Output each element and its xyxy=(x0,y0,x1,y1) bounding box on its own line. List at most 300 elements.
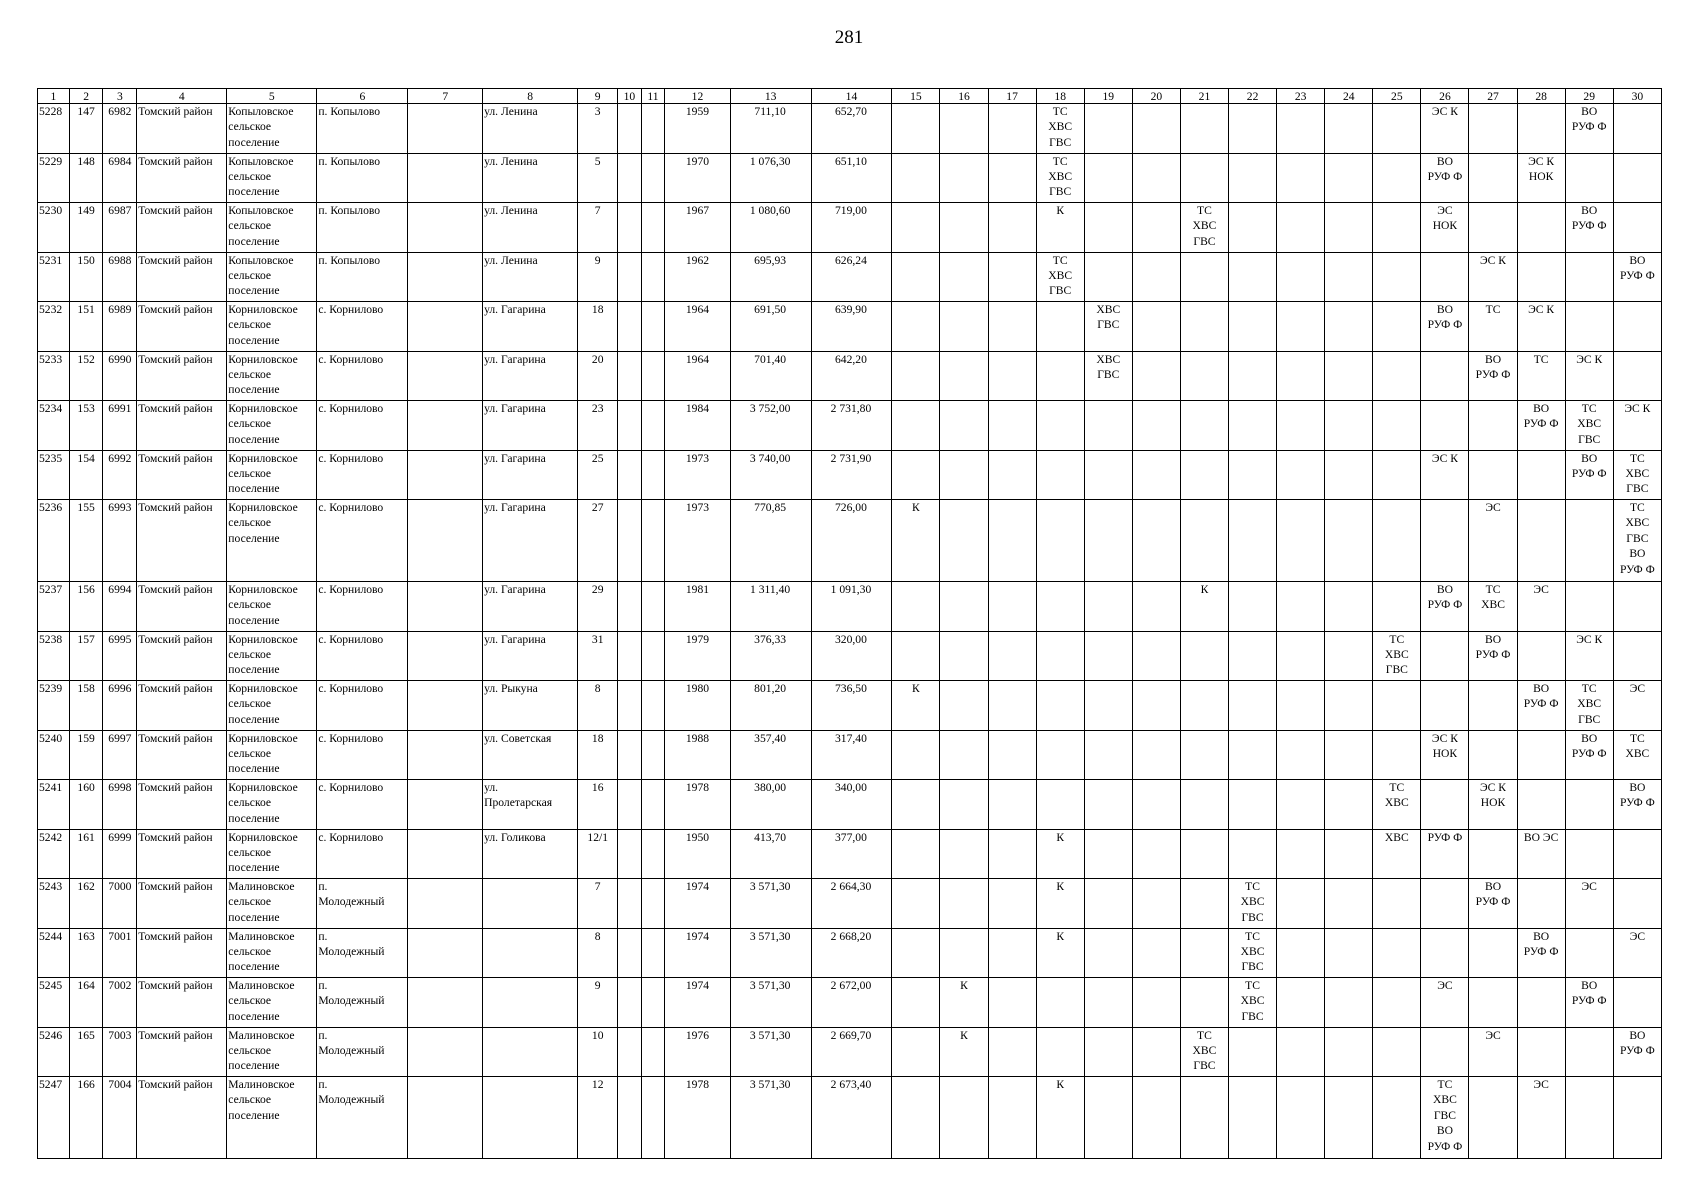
cell-col-23 xyxy=(1277,582,1325,632)
cell-col-21 xyxy=(1180,928,1228,978)
cell-col-15 xyxy=(892,1027,940,1077)
cell-col-15 xyxy=(892,730,940,780)
cell-col-25 xyxy=(1373,582,1421,632)
table-body xyxy=(38,104,1662,1159)
cell-col-6: п. Молодежный xyxy=(317,1077,408,1159)
cell-col-23 xyxy=(1277,252,1325,302)
cell-col-16 xyxy=(940,879,988,929)
cell-col-6: с. Корнилово xyxy=(317,302,408,352)
cell-col-11 xyxy=(641,730,665,780)
cell-col-16 xyxy=(940,450,988,500)
column-number-header-row xyxy=(38,89,1662,104)
cell-col-15 xyxy=(892,450,940,500)
cell-col-4: Томский район xyxy=(137,1077,227,1159)
cell-col-28: ЭС К НОК xyxy=(1517,153,1565,203)
cell-col-27 xyxy=(1469,153,1517,203)
cell-col-21: К xyxy=(1180,582,1228,632)
cell-col-17 xyxy=(988,252,1036,302)
cell-col-6: п. Молодежный xyxy=(317,1027,408,1077)
cell-col-7 xyxy=(408,978,483,1028)
cell-col-27: ЭС xyxy=(1469,500,1517,582)
cell-col-1: 5231 xyxy=(38,252,70,302)
cell-col-9: 7 xyxy=(578,203,618,253)
page-number: 281 xyxy=(834,27,864,48)
cell-col-14: 320,00 xyxy=(811,631,892,681)
cell-col-9: 18 xyxy=(578,730,618,780)
cell-col-11 xyxy=(641,302,665,352)
cell-col-15 xyxy=(892,252,940,302)
cell-col-7 xyxy=(408,252,483,302)
cell-col-9: 12/1 xyxy=(578,829,618,879)
cell-col-23 xyxy=(1277,401,1325,451)
cell-col-5: Малиновское сельское поселение xyxy=(227,1077,317,1159)
column-header-18: 18 xyxy=(1036,89,1084,104)
cell-col-24 xyxy=(1325,582,1373,632)
cell-col-8: ул. Гагарина xyxy=(483,582,578,632)
column-header-17: 17 xyxy=(988,89,1036,104)
cell-col-26 xyxy=(1421,928,1469,978)
cell-col-23 xyxy=(1277,500,1325,582)
cell-col-1: 5241 xyxy=(38,780,70,830)
cell-col-9: 27 xyxy=(578,500,618,582)
cell-col-27: ЭС К НОК xyxy=(1469,780,1517,830)
cell-col-8: ул. Ленина xyxy=(483,252,578,302)
cell-col-22 xyxy=(1229,780,1277,830)
table-row xyxy=(38,879,1662,929)
cell-col-12: 1970 xyxy=(665,153,730,203)
cell-col-27 xyxy=(1469,104,1517,154)
cell-col-30 xyxy=(1613,302,1661,352)
table-row xyxy=(38,104,1662,154)
cell-col-26: РУФ Ф xyxy=(1421,829,1469,879)
cell-col-19 xyxy=(1084,203,1132,253)
cell-col-20 xyxy=(1132,582,1180,632)
cell-col-26: ЭС К НОК xyxy=(1421,730,1469,780)
cell-col-13: 3 571,30 xyxy=(730,928,811,978)
cell-col-11 xyxy=(641,582,665,632)
cell-col-22 xyxy=(1229,302,1277,352)
cell-col-24 xyxy=(1325,681,1373,731)
cell-col-15 xyxy=(892,928,940,978)
cell-col-26: ТС ХВС ГВС ВО РУФ Ф xyxy=(1421,1077,1469,1159)
cell-col-22 xyxy=(1229,500,1277,582)
cell-col-24 xyxy=(1325,104,1373,154)
cell-col-1: 5239 xyxy=(38,681,70,731)
table-row xyxy=(38,1077,1662,1159)
cell-col-22 xyxy=(1229,203,1277,253)
cell-col-10 xyxy=(618,401,642,451)
column-header-11: 11 xyxy=(641,89,665,104)
cell-col-4: Томский район xyxy=(137,302,227,352)
cell-col-6: с. Корнилово xyxy=(317,829,408,879)
cell-col-15 xyxy=(892,104,940,154)
cell-col-8: ул. Гагарина xyxy=(483,401,578,451)
cell-col-23 xyxy=(1277,978,1325,1028)
cell-col-27 xyxy=(1469,1077,1517,1159)
cell-col-19 xyxy=(1084,500,1132,582)
cell-col-25 xyxy=(1373,879,1421,929)
cell-col-22 xyxy=(1229,104,1277,154)
cell-col-12: 1974 xyxy=(665,879,730,929)
cell-col-11 xyxy=(641,500,665,582)
cell-col-13: 711,10 xyxy=(730,104,811,154)
cell-col-19 xyxy=(1084,730,1132,780)
cell-col-2: 166 xyxy=(69,1077,103,1159)
cell-col-25 xyxy=(1373,1077,1421,1159)
cell-col-20 xyxy=(1132,153,1180,203)
cell-col-13: 1 080,60 xyxy=(730,203,811,253)
column-header-20: 20 xyxy=(1132,89,1180,104)
cell-col-2: 160 xyxy=(69,780,103,830)
cell-col-22 xyxy=(1229,631,1277,681)
cell-col-22 xyxy=(1229,1077,1277,1159)
cell-col-24 xyxy=(1325,631,1373,681)
cell-col-28: ВО РУФ Ф xyxy=(1517,928,1565,978)
cell-col-15 xyxy=(892,1077,940,1159)
cell-col-10 xyxy=(618,450,642,500)
cell-col-19 xyxy=(1084,780,1132,830)
column-header-19: 19 xyxy=(1084,89,1132,104)
cell-col-23 xyxy=(1277,1027,1325,1077)
table-row xyxy=(38,450,1662,500)
column-header-14: 14 xyxy=(811,89,892,104)
cell-col-30: ТС ХВС ГВС xyxy=(1613,450,1661,500)
cell-col-21 xyxy=(1180,978,1228,1028)
cell-col-9: 31 xyxy=(578,631,618,681)
cell-col-16: К xyxy=(940,978,988,1028)
cell-col-18 xyxy=(1036,780,1084,830)
cell-col-14: 651,10 xyxy=(811,153,892,203)
cell-col-7 xyxy=(408,401,483,451)
cell-col-27: ЭС К xyxy=(1469,252,1517,302)
cell-col-28 xyxy=(1517,1027,1565,1077)
cell-col-3: 6997 xyxy=(103,730,137,780)
cell-col-16 xyxy=(940,681,988,731)
cell-col-22 xyxy=(1229,829,1277,879)
cell-col-21 xyxy=(1180,104,1228,154)
cell-col-11 xyxy=(641,351,665,401)
cell-col-13: 1 076,30 xyxy=(730,153,811,203)
cell-col-18 xyxy=(1036,631,1084,681)
cell-col-21 xyxy=(1180,450,1228,500)
cell-col-10 xyxy=(618,730,642,780)
table-row xyxy=(38,351,1662,401)
cell-col-8: ул. Гагарина xyxy=(483,500,578,582)
cell-col-8: ул. Гагарина xyxy=(483,631,578,681)
cell-col-18: ТС ХВС ГВС xyxy=(1036,252,1084,302)
cell-col-9: 7 xyxy=(578,879,618,929)
cell-col-14: 726,00 xyxy=(811,500,892,582)
cell-col-26 xyxy=(1421,351,1469,401)
cell-col-25 xyxy=(1373,203,1421,253)
housing-register-table xyxy=(37,88,1662,1159)
cell-col-16 xyxy=(940,928,988,978)
cell-col-13: 770,85 xyxy=(730,500,811,582)
cell-col-5: Малиновское сельское поселение xyxy=(227,928,317,978)
cell-col-7 xyxy=(408,780,483,830)
cell-col-5: Корниловское сельское поселение xyxy=(227,631,317,681)
cell-col-24 xyxy=(1325,829,1373,879)
cell-col-13: 376,33 xyxy=(730,631,811,681)
cell-col-14: 2 673,40 xyxy=(811,1077,892,1159)
cell-col-20 xyxy=(1132,829,1180,879)
cell-col-15 xyxy=(892,879,940,929)
cell-col-18 xyxy=(1036,401,1084,451)
cell-col-29 xyxy=(1565,928,1613,978)
cell-col-7 xyxy=(408,351,483,401)
cell-col-23 xyxy=(1277,351,1325,401)
cell-col-28: ВО ЭС xyxy=(1517,829,1565,879)
cell-col-14: 2 731,80 xyxy=(811,401,892,451)
cell-col-3: 6987 xyxy=(103,203,137,253)
cell-col-13: 413,70 xyxy=(730,829,811,879)
cell-col-29 xyxy=(1565,582,1613,632)
cell-col-18: К xyxy=(1036,1077,1084,1159)
cell-col-18 xyxy=(1036,681,1084,731)
cell-col-29: ВО РУФ Ф xyxy=(1565,730,1613,780)
cell-col-28 xyxy=(1517,879,1565,929)
cell-col-27 xyxy=(1469,681,1517,731)
cell-col-13: 380,00 xyxy=(730,780,811,830)
cell-col-20 xyxy=(1132,351,1180,401)
cell-col-20 xyxy=(1132,928,1180,978)
cell-col-27: ВО РУФ Ф xyxy=(1469,631,1517,681)
cell-col-28: ЭС К xyxy=(1517,302,1565,352)
cell-col-28 xyxy=(1517,730,1565,780)
cell-col-15: К xyxy=(892,500,940,582)
cell-col-27: ТС ХВС xyxy=(1469,582,1517,632)
cell-col-16 xyxy=(940,252,988,302)
cell-col-29 xyxy=(1565,780,1613,830)
cell-col-10 xyxy=(618,1077,642,1159)
cell-col-30: ЭС xyxy=(1613,928,1661,978)
cell-col-29: ТС ХВС ГВС xyxy=(1565,681,1613,731)
cell-col-30 xyxy=(1613,104,1661,154)
cell-col-15 xyxy=(892,401,940,451)
cell-col-27: ВО РУФ Ф xyxy=(1469,351,1517,401)
cell-col-12: 1950 xyxy=(665,829,730,879)
cell-col-12: 1988 xyxy=(665,730,730,780)
cell-col-8: ул. Голикова xyxy=(483,829,578,879)
column-header-28: 28 xyxy=(1517,89,1565,104)
cell-col-23 xyxy=(1277,631,1325,681)
cell-col-11 xyxy=(641,681,665,731)
cell-col-21 xyxy=(1180,1077,1228,1159)
cell-col-14: 652,70 xyxy=(811,104,892,154)
cell-col-14: 642,20 xyxy=(811,351,892,401)
cell-col-29: ВО РУФ Ф xyxy=(1565,104,1613,154)
cell-col-26: ВО РУФ Ф xyxy=(1421,302,1469,352)
cell-col-3: 7000 xyxy=(103,879,137,929)
cell-col-29 xyxy=(1565,302,1613,352)
cell-col-24 xyxy=(1325,450,1373,500)
table-row xyxy=(38,252,1662,302)
cell-col-4: Томский район xyxy=(137,500,227,582)
cell-col-9: 8 xyxy=(578,928,618,978)
cell-col-8 xyxy=(483,928,578,978)
cell-col-1: 5240 xyxy=(38,730,70,780)
cell-col-14: 736,50 xyxy=(811,681,892,731)
cell-col-13: 3 571,30 xyxy=(730,978,811,1028)
column-header-26: 26 xyxy=(1421,89,1469,104)
cell-col-25 xyxy=(1373,978,1421,1028)
cell-col-25 xyxy=(1373,401,1421,451)
cell-col-24 xyxy=(1325,500,1373,582)
cell-col-13: 357,40 xyxy=(730,730,811,780)
cell-col-19 xyxy=(1084,681,1132,731)
cell-col-12: 1984 xyxy=(665,401,730,451)
cell-col-24 xyxy=(1325,1027,1373,1077)
cell-col-2: 162 xyxy=(69,879,103,929)
cell-col-28: ЭС xyxy=(1517,1077,1565,1159)
cell-col-9: 16 xyxy=(578,780,618,830)
column-header-5: 5 xyxy=(227,89,317,104)
cell-col-17 xyxy=(988,631,1036,681)
cell-col-24 xyxy=(1325,302,1373,352)
cell-col-4: Томский район xyxy=(137,582,227,632)
cell-col-27 xyxy=(1469,401,1517,451)
cell-col-23 xyxy=(1277,1077,1325,1159)
table-row xyxy=(38,203,1662,253)
cell-col-1: 5245 xyxy=(38,978,70,1028)
cell-col-28: ТС xyxy=(1517,351,1565,401)
cell-col-1: 5232 xyxy=(38,302,70,352)
cell-col-13: 1 311,40 xyxy=(730,582,811,632)
cell-col-14: 2 664,30 xyxy=(811,879,892,929)
cell-col-10 xyxy=(618,582,642,632)
cell-col-10 xyxy=(618,252,642,302)
cell-col-4: Томский район xyxy=(137,351,227,401)
cell-col-6: п. Копылово xyxy=(317,203,408,253)
cell-col-2: 156 xyxy=(69,582,103,632)
cell-col-11 xyxy=(641,780,665,830)
cell-col-17 xyxy=(988,879,1036,929)
cell-col-6: п. Копылово xyxy=(317,252,408,302)
cell-col-3: 6984 xyxy=(103,153,137,203)
cell-col-25 xyxy=(1373,351,1421,401)
cell-col-29: ТС ХВС ГВС xyxy=(1565,401,1613,451)
cell-col-24 xyxy=(1325,351,1373,401)
cell-col-30 xyxy=(1613,203,1661,253)
cell-col-2: 151 xyxy=(69,302,103,352)
cell-col-14: 2 672,00 xyxy=(811,978,892,1028)
cell-col-13: 3 752,00 xyxy=(730,401,811,451)
cell-col-12: 1976 xyxy=(665,1027,730,1077)
cell-col-20 xyxy=(1132,730,1180,780)
cell-col-3: 6993 xyxy=(103,500,137,582)
cell-col-26 xyxy=(1421,401,1469,451)
table-row xyxy=(38,681,1662,731)
cell-col-16: К xyxy=(940,1027,988,1077)
cell-col-6: с. Корнилово xyxy=(317,500,408,582)
cell-col-24 xyxy=(1325,879,1373,929)
cell-col-30: ЭС К xyxy=(1613,401,1661,451)
cell-col-21 xyxy=(1180,631,1228,681)
cell-col-26: ЭС xyxy=(1421,978,1469,1028)
cell-col-15 xyxy=(892,153,940,203)
cell-col-17 xyxy=(988,500,1036,582)
cell-col-8: ул. Гагарина xyxy=(483,450,578,500)
cell-col-29: ВО РУФ Ф xyxy=(1565,203,1613,253)
cell-col-14: 639,90 xyxy=(811,302,892,352)
cell-col-21 xyxy=(1180,879,1228,929)
cell-col-23 xyxy=(1277,153,1325,203)
cell-col-5: Копыловское сельское поселение xyxy=(227,252,317,302)
table-row xyxy=(38,500,1662,582)
cell-col-26: ВО РУФ Ф xyxy=(1421,582,1469,632)
cell-col-15 xyxy=(892,203,940,253)
cell-col-18: ТС ХВС ГВС xyxy=(1036,104,1084,154)
cell-col-8 xyxy=(483,978,578,1028)
cell-col-6: с. Корнилово xyxy=(317,450,408,500)
cell-col-23 xyxy=(1277,104,1325,154)
cell-col-24 xyxy=(1325,401,1373,451)
cell-col-26 xyxy=(1421,1027,1469,1077)
cell-col-16 xyxy=(940,203,988,253)
cell-col-4: Томский район xyxy=(137,153,227,203)
cell-col-30 xyxy=(1613,631,1661,681)
cell-col-4: Томский район xyxy=(137,829,227,879)
cell-col-12: 1964 xyxy=(665,351,730,401)
cell-col-20 xyxy=(1132,1077,1180,1159)
cell-col-16 xyxy=(940,153,988,203)
cell-col-25 xyxy=(1373,1027,1421,1077)
cell-col-24 xyxy=(1325,780,1373,830)
cell-col-28 xyxy=(1517,252,1565,302)
cell-col-5: Корниловское сельское поселение xyxy=(227,450,317,500)
cell-col-30 xyxy=(1613,1077,1661,1159)
cell-col-28 xyxy=(1517,203,1565,253)
cell-col-8: ул. Ленина xyxy=(483,153,578,203)
cell-col-19 xyxy=(1084,631,1132,681)
cell-col-20 xyxy=(1132,302,1180,352)
cell-col-1: 5242 xyxy=(38,829,70,879)
cell-col-17 xyxy=(988,1077,1036,1159)
cell-col-23 xyxy=(1277,203,1325,253)
cell-col-11 xyxy=(641,879,665,929)
cell-col-23 xyxy=(1277,730,1325,780)
cell-col-8: ул. Ленина xyxy=(483,104,578,154)
cell-col-1: 5235 xyxy=(38,450,70,500)
cell-col-30 xyxy=(1613,351,1661,401)
cell-col-18 xyxy=(1036,450,1084,500)
cell-col-10 xyxy=(618,879,642,929)
cell-col-12: 1962 xyxy=(665,252,730,302)
cell-col-7 xyxy=(408,928,483,978)
cell-col-12: 1980 xyxy=(665,681,730,731)
cell-col-10 xyxy=(618,780,642,830)
cell-col-11 xyxy=(641,104,665,154)
cell-col-8 xyxy=(483,1027,578,1077)
column-header-8: 8 xyxy=(483,89,578,104)
cell-col-3: 7004 xyxy=(103,1077,137,1159)
cell-col-17 xyxy=(988,104,1036,154)
cell-col-2: 152 xyxy=(69,351,103,401)
cell-col-26 xyxy=(1421,780,1469,830)
cell-col-16 xyxy=(940,401,988,451)
cell-col-7 xyxy=(408,450,483,500)
cell-col-8: ул. Пролетарская xyxy=(483,780,578,830)
cell-col-13: 695,93 xyxy=(730,252,811,302)
cell-col-11 xyxy=(641,631,665,681)
cell-col-12: 1981 xyxy=(665,582,730,632)
cell-col-28: ВО РУФ Ф xyxy=(1517,401,1565,451)
column-header-21: 21 xyxy=(1180,89,1228,104)
cell-col-11 xyxy=(641,252,665,302)
cell-col-16 xyxy=(940,780,988,830)
cell-col-3: 6982 xyxy=(103,104,137,154)
cell-col-20 xyxy=(1132,500,1180,582)
